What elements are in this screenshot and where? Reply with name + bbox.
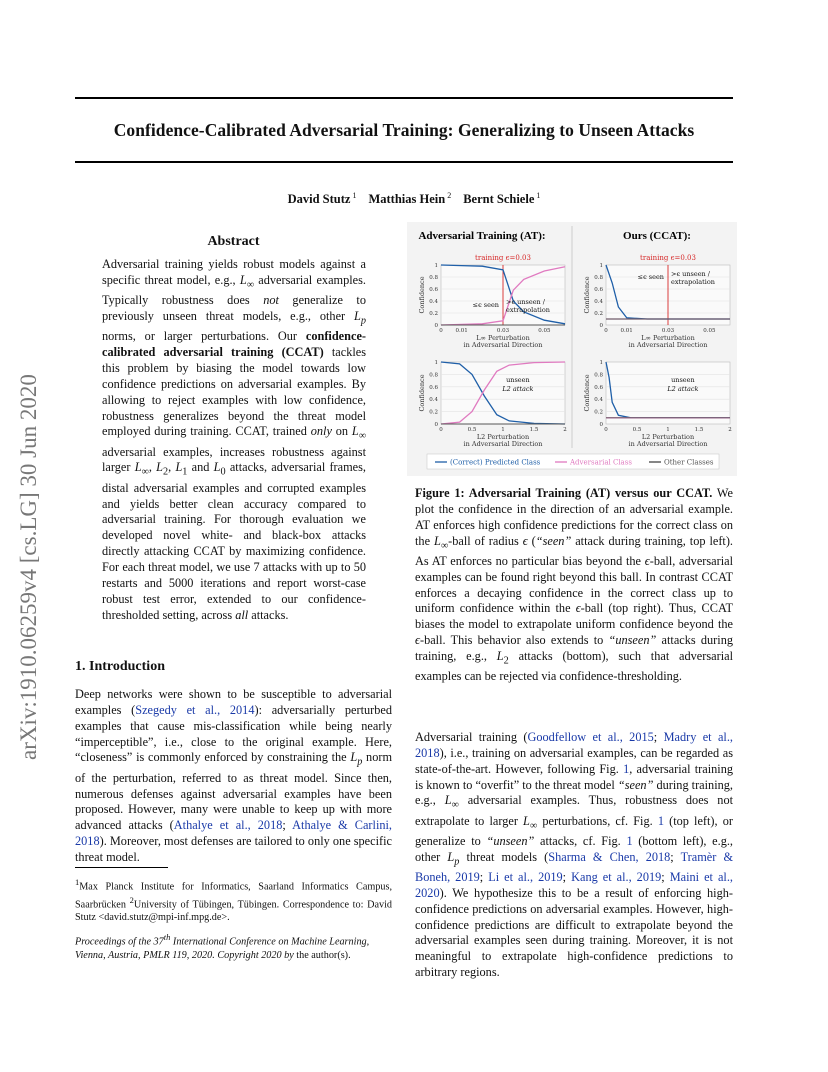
- x-axis-label: L∞ Perturbation: [641, 334, 695, 342]
- training-epsilon-label: training ϵ=0.03: [475, 254, 531, 262]
- y-tick-label: 0: [599, 422, 603, 428]
- y-tick-label: 0.2: [429, 409, 438, 416]
- y-tick-label: 0.4: [594, 299, 603, 305]
- author-name: Bernt Schiele $^1$: [463, 191, 541, 207]
- x-axis-sublabel: in Adversarial Direction: [628, 440, 708, 448]
- y-tick-label: 0.2: [594, 311, 603, 317]
- figure-caption: Figure 1: Adversarial Training (AT) versus our CCAT. We plot the confidence in the direction of an adversarial example. AT enforces high confidence predictions for the correct class on the $L_\infty$-ball of radius ϵ (“seen” attack during training, top left). As AT enforces no particular bias beyond the ϵ-ball, adversarial examples can be found right beyond this ball. In contrast CCAT enforces a decaying confidence in the correct class up to uniform confidence within the ϵ-ball (top right). Thus, CCAT biases the model to extrapolate uniform confidence beyond the ϵ-ball. This behavior also extends to “unseen” attacks during training, e.g., $L_2$ attacks (bottom), such that adversarial examples can be rejected via confidence-thresholding.: [415, 486, 734, 684]
- training-epsilon-label: training ϵ=0.03: [640, 254, 696, 262]
- figure-1-plots: [407, 222, 737, 476]
- y-tick-label: 0.6: [594, 384, 603, 391]
- legend-label: Other Classes: [664, 458, 714, 467]
- unseen-label: >ϵ unseen /: [506, 298, 545, 306]
- body-text-right: Adversarial training (Goodfellow et al., 2015; Madry et al., 2018), i.e., training on adversarial examples, can be regarded as state-of-the-art. However, following Fig. 1, adversarial training is known to “overfit” to the threat model “seen” during training, e.g., $L_\infty$ adversarial examples. Thus, robustness does not extrapolate to larger $L_\infty$ perturbations, cf. Fig. 1 (top left), or generalize to “unseen” attacks, cf. Fig. 1 (bottom left), e.g., other $L_p$ threat models (Sharma & Chen, 2018; Tramèr & Boneh, 2019; Li et al., 2019; Kang et al., 2019; Maini et al., 2020). We hypothesize this to be a result of enforcing high-confidence predictions on adversarial examples. However, high-confidence predictions are difficult to extrapolate beyond the adversarial examples seen during training. Moreover, it is not meaningful to extrapolate high-confidence predictions to arbitrary regions.: [415, 730, 734, 980]
- x-tick-label: 0: [439, 328, 443, 334]
- figure-col-title: Ours (CCAT):: [623, 230, 691, 242]
- proceedings-note: Proceedings of the 37th International Conference on Machine Learning, Vienna, Austria, PMLR 119, 2020. Copyright 2020 by the author(s).: [75, 932, 370, 961]
- x-tick-label: 0.01: [620, 328, 633, 334]
- y-tick-label: 1: [434, 360, 438, 366]
- seen-label: ≤ϵ seen: [637, 273, 664, 281]
- legend-label: (Correct) Predicted Class: [450, 458, 541, 467]
- x-tick-label: 1.5: [529, 427, 539, 433]
- x-tick-label: 1: [666, 427, 670, 433]
- y-tick-label: 0.4: [429, 397, 438, 404]
- abstract-text: Adversarial training yields robust models against a specific threat model, e.g., $L_\infty$ adversarial examples. Typically robustness does not generalize to previously unseen threat models, e.g., other $L_p$ norms, or larger perturbations. Our confidence-calibrated adversarial training (CCAT) tackles this problem by biasing the model towards low confidence predictions on adversarial examples. By allowing to reject examples with low confidence, robustness generalizes beyond the threat model employed during training. CCAT, trained only on $L_\infty$ adversarial examples, increases robustness against larger $L_\infty$, $L_2$, $L_1$ and $L_0$ attacks, adversarial frames, distal adversarial examples and corrupted examples and yields better clean accuracy compared to adversarial training. For thorough evaluation we developed novel white- and black-box attacks directly attacking CCAT by maximizing confidence. For each threat model, we use 7 attacks with up to 50 restarts and 5000 iterations and report worst-case robust test error, extended to our confidence-thresholded setting, across all attacks.: [102, 257, 366, 622]
- x-tick-label: 1.5: [694, 427, 704, 433]
- figure-col-title: Adversarial Training (AT):: [418, 230, 546, 242]
- author-list: [0, 191, 828, 207]
- extrapolation-label: extrapolation: [506, 306, 550, 314]
- x-tick-label: 2: [728, 427, 732, 433]
- x-tick-label: 0: [604, 427, 608, 433]
- y-tick-label: 0.6: [429, 287, 438, 293]
- arxiv-stamp: arXiv:1910.06259v4 [cs.LG] 30 Jun 2020: [16, 374, 41, 760]
- y-tick-label: 0: [434, 422, 438, 428]
- x-tick-label: 0.03: [496, 328, 510, 334]
- x-axis-label: L2 Perturbation: [641, 433, 695, 441]
- y-tick-label: 0.8: [594, 372, 603, 379]
- plot-area: [606, 362, 730, 424]
- x-tick-label: 0.03: [661, 328, 675, 334]
- y-tick-label: 0.6: [594, 287, 603, 293]
- x-axis-label: L∞ Perturbation: [476, 334, 530, 342]
- y-tick-label: 0: [599, 323, 603, 329]
- title-rule: [75, 161, 733, 163]
- x-axis-label: L2 Perturbation: [476, 433, 530, 441]
- y-tick-label: 0.2: [594, 409, 603, 416]
- affiliation-footnote: $^1$Max Planck Institute for Informatics, Saarland Informatics Campus, Saarbrücken $^2$University of Tübingen, Tübingen. Correspondence to: David Stutz <david.stutz@mpi-inf.mpg.de>.: [75, 877, 393, 924]
- top-rule: [75, 97, 733, 99]
- section-heading-introduction: 1. Introduction: [75, 659, 165, 674]
- y-tick-label: 0.2: [429, 311, 438, 317]
- y-tick-label: 0.4: [429, 299, 438, 305]
- plot-area: [441, 362, 565, 424]
- x-tick-label: 0.5: [467, 427, 477, 433]
- x-axis-sublabel: in Adversarial Direction: [628, 341, 708, 349]
- y-tick-label: 0.8: [429, 275, 438, 281]
- intro-text: Deep networks were shown to be susceptible to adversarial examples (Szegedy et al., 2014): adversarially perturbed examples that cause mis-classification while being nearly “imperceptible”, i.e., close to the original example. Here, “closeness” is commonly enforced by constraining the $L_p$ norm of the perturbation, referred to as threat model. Since then, numerous defenses against adversarial examples have been proposed. However, many were unable to keep up with more advanced attacks (Athalye et al., 2018; Athalye & Carlini, 2018). Moreover, most defenses are tailored to only one specific threat model.: [75, 687, 393, 864]
- y-axis-label: Confidence: [583, 374, 591, 412]
- x-tick-label: 0: [439, 427, 443, 433]
- paper-title: Confidence-Calibrated Adversarial Training: Generalizing to Unseen Attacks: [113, 120, 695, 140]
- abstract-heading: Abstract: [207, 234, 260, 249]
- legend-label: Adversarial Class: [570, 458, 632, 467]
- y-tick-label: 0: [434, 323, 438, 329]
- y-tick-label: 1: [599, 360, 603, 366]
- figure-1: [407, 222, 737, 476]
- y-axis-label: Confidence: [583, 276, 591, 314]
- x-tick-label: 0.05: [703, 328, 716, 334]
- y-tick-label: 0.6: [429, 384, 438, 391]
- y-tick-label: 0.8: [594, 275, 603, 281]
- y-tick-label: 0.4: [594, 397, 603, 404]
- l2-attack-label: L2 attack: [667, 385, 699, 393]
- l2-attack-label: L2 attack: [502, 385, 534, 393]
- y-tick-label: 0.8: [429, 372, 438, 379]
- author-name: David Stutz $^1$: [287, 191, 357, 207]
- y-tick-label: 1: [434, 263, 438, 269]
- x-tick-label: 0.05: [538, 328, 551, 334]
- footnote-rule: [75, 867, 168, 868]
- y-tick-label: 1: [599, 263, 603, 269]
- x-axis-sublabel: in Adversarial Direction: [463, 440, 543, 448]
- x-tick-label: 2: [563, 427, 567, 433]
- y-axis-label: Confidence: [418, 276, 426, 314]
- x-tick-label: 0: [604, 328, 608, 334]
- seen-label: ≤ϵ seen: [472, 301, 499, 309]
- author-name: Matthias Hein $^2$: [368, 191, 452, 207]
- unseen-label: >ϵ unseen /: [671, 270, 710, 278]
- x-axis-sublabel: in Adversarial Direction: [463, 341, 543, 349]
- x-tick-label: 0.01: [455, 328, 468, 334]
- unseen-l2-label: unseen: [506, 376, 530, 384]
- unseen-l2-label: unseen: [671, 376, 695, 384]
- x-tick-label: 1: [501, 427, 505, 433]
- extrapolation-label: extrapolation: [671, 278, 715, 286]
- y-axis-label: Confidence: [418, 374, 426, 412]
- x-tick-label: 0.5: [632, 427, 642, 433]
